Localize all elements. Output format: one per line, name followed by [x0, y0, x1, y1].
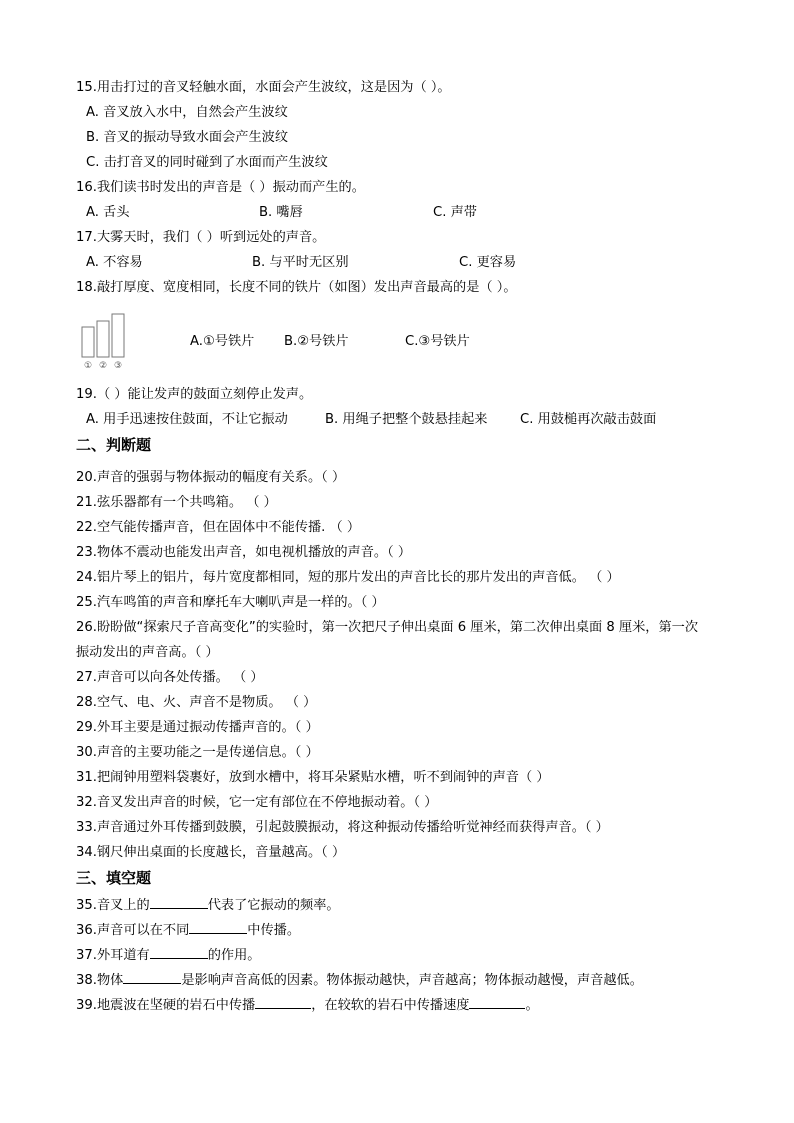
question-18-option-a: A.①号铁片 — [190, 334, 255, 349]
answer-blank[interactable] — [150, 895, 208, 909]
judge-item: 32.音叉发出声音的时候，它一定有部位在不停地振动着。（ ） — [76, 795, 438, 810]
judge-item: 26.盼盼做“探索尺子音高变化”的实验时，第一次把尺子伸出桌面 6 厘米，第二次伸出桌面 8 厘米，第一次 — [76, 620, 699, 635]
question-19-option-b: B. 用绳子把整个鼓悬挂起来 — [325, 412, 488, 427]
fill-text: 代表了它振动的频率。 — [207, 898, 340, 913]
question-16-option-a: A. 舌头 — [86, 205, 130, 220]
judge-item: 31.把闹钟用塑料袋裹好，放到水槽中，将耳朵紧贴水槽，听不到闹钟的声音（ ） — [76, 770, 550, 785]
fill-text: 中传播。 — [247, 923, 301, 938]
judge-item: 30.声音的主要功能之一是传递信息。（ ） — [76, 745, 319, 760]
judge-item: 29.外耳主要是通过振动传播声音的。（ ） — [76, 720, 319, 735]
judge-item: 20.声音的强弱与物体振动的幅度有关系。（ ） — [76, 470, 346, 485]
question-17-option-c: C. 更容易 — [459, 255, 517, 270]
strip-label-1: ① — [83, 361, 93, 371]
question-15-stem: 15.用击打过的音叉轻触水面，水面会产生波纹，这是因为（ ）。 — [76, 80, 451, 95]
fill-text: 39.地震波在坚硬的岩石中传播 — [76, 998, 256, 1013]
fill-item-36 — [76, 920, 300, 939]
fill-text: 36.声音可以在不同 — [76, 923, 190, 938]
fill-text: 37.外耳道有 — [76, 948, 150, 963]
iron-strip-2 — [97, 321, 109, 357]
question-16-option-b: B. 嘴唇 — [259, 205, 303, 220]
fill-item-38 — [76, 970, 643, 989]
question-15-option-b: B. 音叉的振动导致水面会产生波纹 — [86, 130, 289, 145]
section-heading-fill-in: 三、填空题 — [76, 869, 152, 887]
question-19-option-a: A. 用手迅速按住鼓面，不让它振动 — [86, 412, 288, 427]
answer-blank[interactable] — [123, 970, 181, 984]
fill-text: ，在较软的岩石中传播速度 — [311, 998, 470, 1013]
iron-strips-figure — [80, 310, 130, 372]
strip-label-3: ③ — [113, 361, 123, 371]
judge-item: 25.汽车鸣笛的声音和摩托车大喇叭声是一样的。（ ） — [76, 595, 385, 610]
question-15-option-a: A. 音叉放入水中，自然会产生波纹 — [86, 105, 288, 120]
judge-item: 22.空气能传播声音，但在固体中不能传播. （ ） — [76, 520, 361, 535]
judge-item: 27.声音可以向各处传播。 （ ） — [76, 670, 264, 685]
question-17-stem: 17.大雾天时，我们（ ）听到远处的声音。 — [76, 230, 326, 245]
fill-text: 35.音叉上的 — [76, 898, 150, 913]
strip-label-2: ② — [98, 361, 108, 371]
judge-item: 21.弦乐器都有一个共鸣箱。 （ ） — [76, 495, 277, 510]
answer-blank[interactable] — [150, 945, 208, 959]
question-17-option-a: A. 不容易 — [86, 255, 143, 270]
fill-item-35 — [76, 895, 340, 914]
question-19-option-c: C. 用鼓槌再次敲击鼓面 — [520, 412, 657, 427]
answer-blank[interactable] — [189, 920, 247, 934]
judge-item-continuation: 振动发出的声音高。（ ） — [76, 645, 219, 660]
fill-text: 是影响声音高低的因素。物体振动越快，声音越高；物体振动越慢，声音越低。 — [181, 973, 643, 988]
iron-strip-1 — [82, 327, 94, 357]
fill-item-37 — [76, 945, 260, 964]
fill-item-39 — [76, 995, 539, 1014]
question-18-option-c: C.③号铁片 — [405, 334, 470, 349]
question-18-stem: 18.敲打厚度、宽度相同，长度不同的铁片（如图）发出声音最高的是（ ）。 — [76, 280, 517, 295]
fill-text: 38.物体 — [76, 973, 124, 988]
question-17-option-b: B. 与平时无区别 — [252, 255, 349, 270]
answer-blank[interactable] — [255, 995, 311, 1009]
judge-item: 28.空气、电、火、声音不是物质。 （ ） — [76, 695, 317, 710]
section-heading-judgment: 二、判断题 — [76, 436, 152, 454]
fill-text: 的作用。 — [207, 948, 261, 963]
iron-strip-3 — [112, 314, 124, 357]
question-15-option-c: C. 击打音叉的同时碰到了水面而产生波纹 — [86, 155, 328, 170]
question-16-stem: 16.我们读书时发出的声音是（ ）振动而产生的。 — [76, 180, 365, 195]
question-16-option-c: C. 声带 — [433, 205, 477, 220]
fill-text: 。 — [525, 998, 539, 1013]
answer-blank[interactable] — [469, 995, 525, 1009]
question-19-stem: 19.（ ）能让发声的鼓面立刻停止发声。 — [76, 387, 313, 402]
judge-item: 33.声音通过外耳传播到鼓膜，引起鼓膜振动，将这种振动传播给听觉神经而获得声音。（ ） — [76, 820, 609, 835]
judge-item: 23.物体不震动也能发出声音，如电视机播放的声音。（ ） — [76, 545, 412, 560]
question-18-option-b: B.②号铁片 — [284, 334, 349, 349]
judge-item: 24.铝片琴上的铝片，每片宽度都相同，短的那片发出的声音比长的那片发出的声音低。 （ ） — [76, 570, 620, 585]
judge-item: 34.钢尺伸出桌面的长度越长，音量越高。（ ） — [76, 845, 346, 860]
